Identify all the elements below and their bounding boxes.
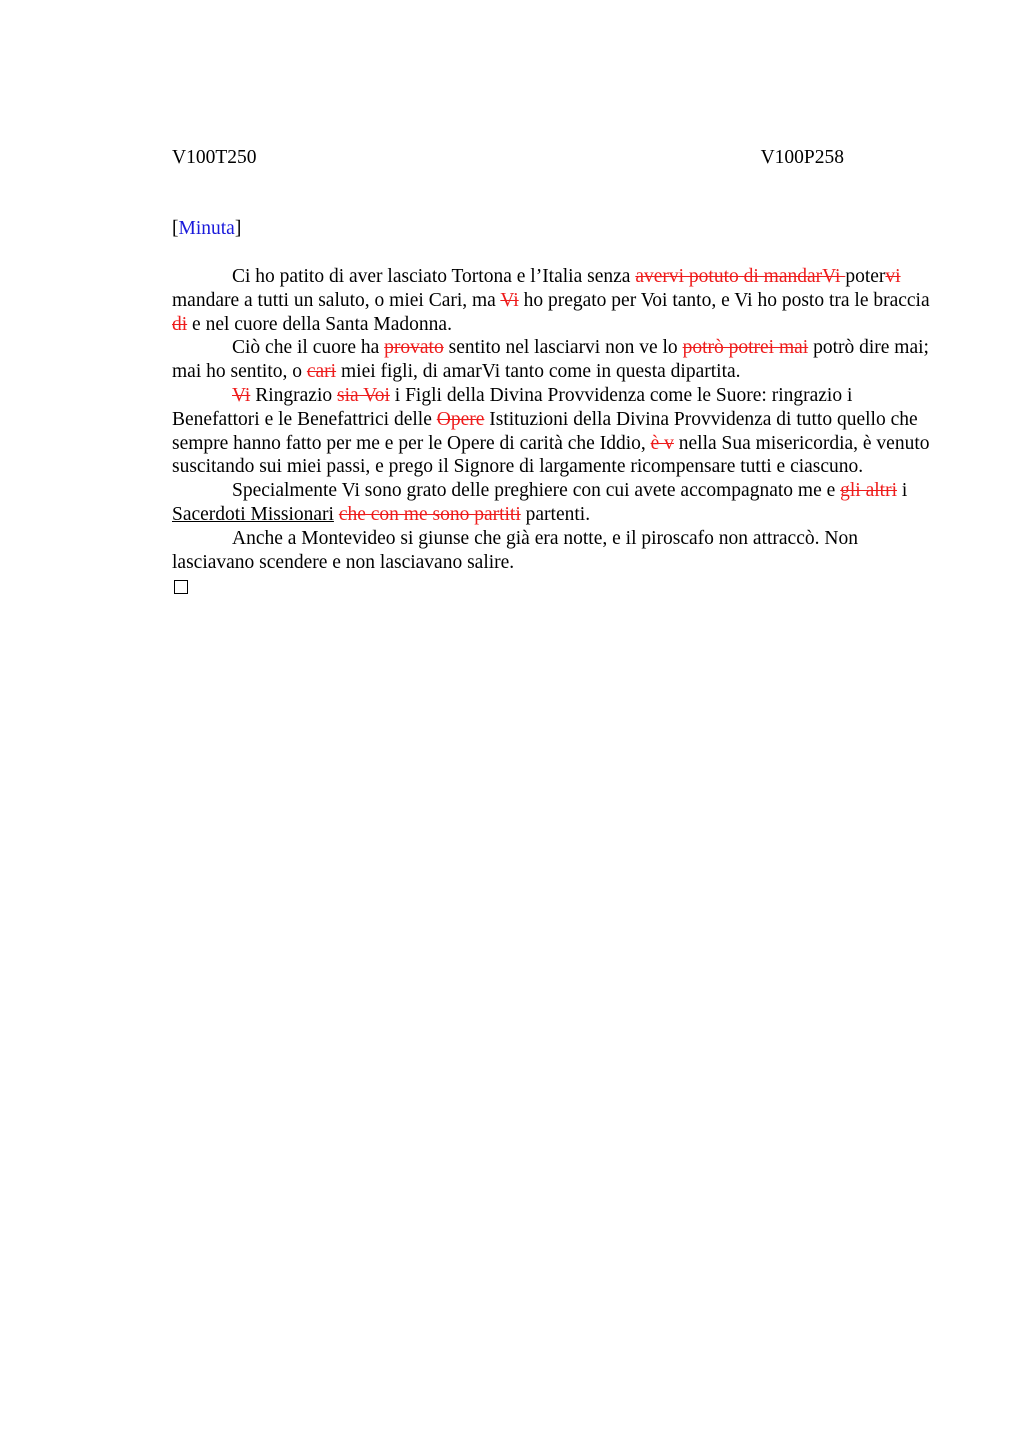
text-run: Ciò che il cuore ha (232, 337, 385, 359)
deleted-text: cari (306, 361, 337, 383)
paragraph-2 (172, 336, 932, 384)
bracket-close: ] (234, 218, 242, 239)
deleted-text: potrò potrei mai (682, 337, 809, 359)
text-run: mandare a tutti un saluto, o miei Cari, ma (172, 289, 501, 311)
paragraph-4 (172, 479, 932, 527)
text-run: i Figli della Divina Provvidenza come le Suore: ringrazio i Benefattori e le Benefattrici delle (172, 384, 853, 430)
deleted-text: avervi potuto di mandarVi (635, 266, 846, 287)
document-code-left: V100T250 (172, 147, 257, 168)
deleted-text: di (172, 313, 188, 335)
text-run: i (897, 480, 908, 502)
text-run: Istituzioni della Divina Provvidenza di tutto quello che sempre hanno fatto per me e per le Opere di carità che Iddio, (172, 408, 918, 454)
deleted-text: che con me sono partiti (338, 503, 521, 525)
letter-body (172, 265, 932, 594)
deleted-text: Vi (232, 384, 251, 406)
text-run: Anche a Montevideo si giunse che già era notte, e il piroscafo non attraccò. Non lasciavano scendere e non lasciavano salire. (172, 527, 858, 573)
text-run: partenti. (520, 503, 591, 525)
text-run: Ci ho patito di aver lasciato Tortona e l’Italia senza (232, 266, 636, 287)
text-run: Specialmente Vi sono grato delle preghiere con cui avete accompagnato me e (232, 480, 841, 502)
paragraph-5 (172, 527, 932, 575)
text-run: nella Sua misericordia, è venuto suscitando sui miei passi, e prego il Signore di largamente ricompensare tutti e ciascuno. (172, 432, 930, 478)
text-run: sentito nel lasciarvi non ve lo (443, 337, 683, 359)
text-run: poter (845, 266, 886, 287)
deleted-text: Opere (436, 408, 485, 430)
end-of-text-square-icon (174, 580, 188, 594)
paragraph-1 (172, 265, 932, 336)
draft-label (172, 218, 241, 240)
deleted-text: è v (650, 432, 674, 454)
draft-label-text: Minuta (178, 218, 235, 239)
deleted-text: Vi (500, 289, 519, 311)
text-run: Ringrazio (250, 384, 337, 406)
deleted-text: vi (885, 266, 901, 287)
deleted-text: gli altri (840, 480, 898, 502)
text-run: ho pregato per Voi tanto, e Vi ho posto tra le braccia (518, 289, 930, 311)
deleted-text: sia Voi (337, 384, 390, 406)
text-run: potrò dire mai; mai ho sentito, o (172, 337, 929, 383)
text-run: e nel cuore della Santa Madonna. (187, 313, 452, 335)
document-code-right: V100P258 (760, 147, 844, 168)
text-run: miei figli, di amarVi tanto come in questa dipartita. (336, 361, 741, 383)
paragraph-3 (172, 384, 932, 479)
underlined-text: Sacerdoti Missionari (172, 503, 334, 525)
bracket-open: [ (172, 218, 179, 239)
deleted-text: provato (384, 337, 444, 359)
